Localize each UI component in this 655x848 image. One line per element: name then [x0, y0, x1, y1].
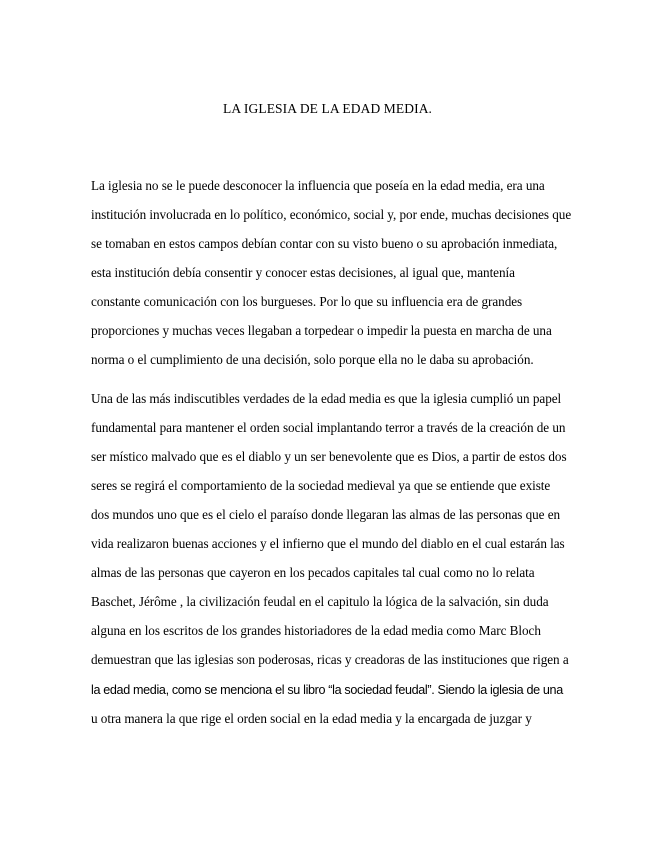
text-line: ser místico malvado que es el diablo y un ser benevolente que es Dios, a partir de estos dos	[91, 449, 567, 464]
page-title: LA IGLESIA DE LA EDAD MEDIA.	[222, 101, 433, 116]
text-line: dos mundos uno que es el cielo el paraíso donde llegaran las almas de las personas que en	[91, 507, 561, 522]
text-line: constante comunicación con los burgueses. Por lo que su influencia era de grandes	[91, 294, 523, 309]
text-line: u otra manera la que rige el orden social en la edad media y la encargada de juzgar y	[91, 711, 532, 726]
text-line: La iglesia no se le puede desconocer la influencia que poseía en la edad media, era una	[91, 178, 545, 193]
text-line: Baschet, Jérôme , la civilización feudal en el capitulo la lógica de la salvación, sin duda	[91, 594, 549, 609]
text-line: seres se regirá el comportamiento de la sociedad medieval ya que se entiende que existe	[91, 478, 551, 493]
text-line: institución involucrada en lo político, económico, social y, por ende, muchas decisiones que	[91, 207, 572, 222]
text-line: esta institución debía consentir y conocer estas decisiones, al igual que, mantenía	[91, 265, 515, 280]
text-line: Una de las más indiscutibles verdades de la edad media es que la iglesia cumplió un papel	[91, 391, 562, 406]
text-line: demuestran que las iglesias son poderosas, ricas y creadoras de las instituciones que rigen a	[91, 652, 569, 667]
text-line: se tomaban en estos campos debían contar con su visto bueno o su aprobación inmediata,	[91, 236, 558, 251]
text-line: almas de las personas que cayeron en los pecados capitales tal cual como no lo relata	[91, 565, 535, 580]
text-line: vida realizaron buenas acciones y el infierno que el mundo del diablo en el cual estarán las	[91, 536, 565, 551]
text-line: fundamental para mantener el orden social implantando terror a través de la creación de un	[91, 420, 566, 435]
text-line: alguna en los escritos de los grandes historiadores de la edad media como Marc Bloch	[91, 623, 541, 638]
text-line: la edad media, como se menciona el su libro “la sociedad feudal”. Siendo la iglesia de una	[91, 683, 563, 697]
text-line: norma o el cumplimiento de una decisión, solo porque ella no le daba su aprobación.	[91, 352, 534, 367]
text-line: proporciones y muchas veces llegaban a torpedear o impedir la puesta en marcha de una	[91, 323, 552, 338]
